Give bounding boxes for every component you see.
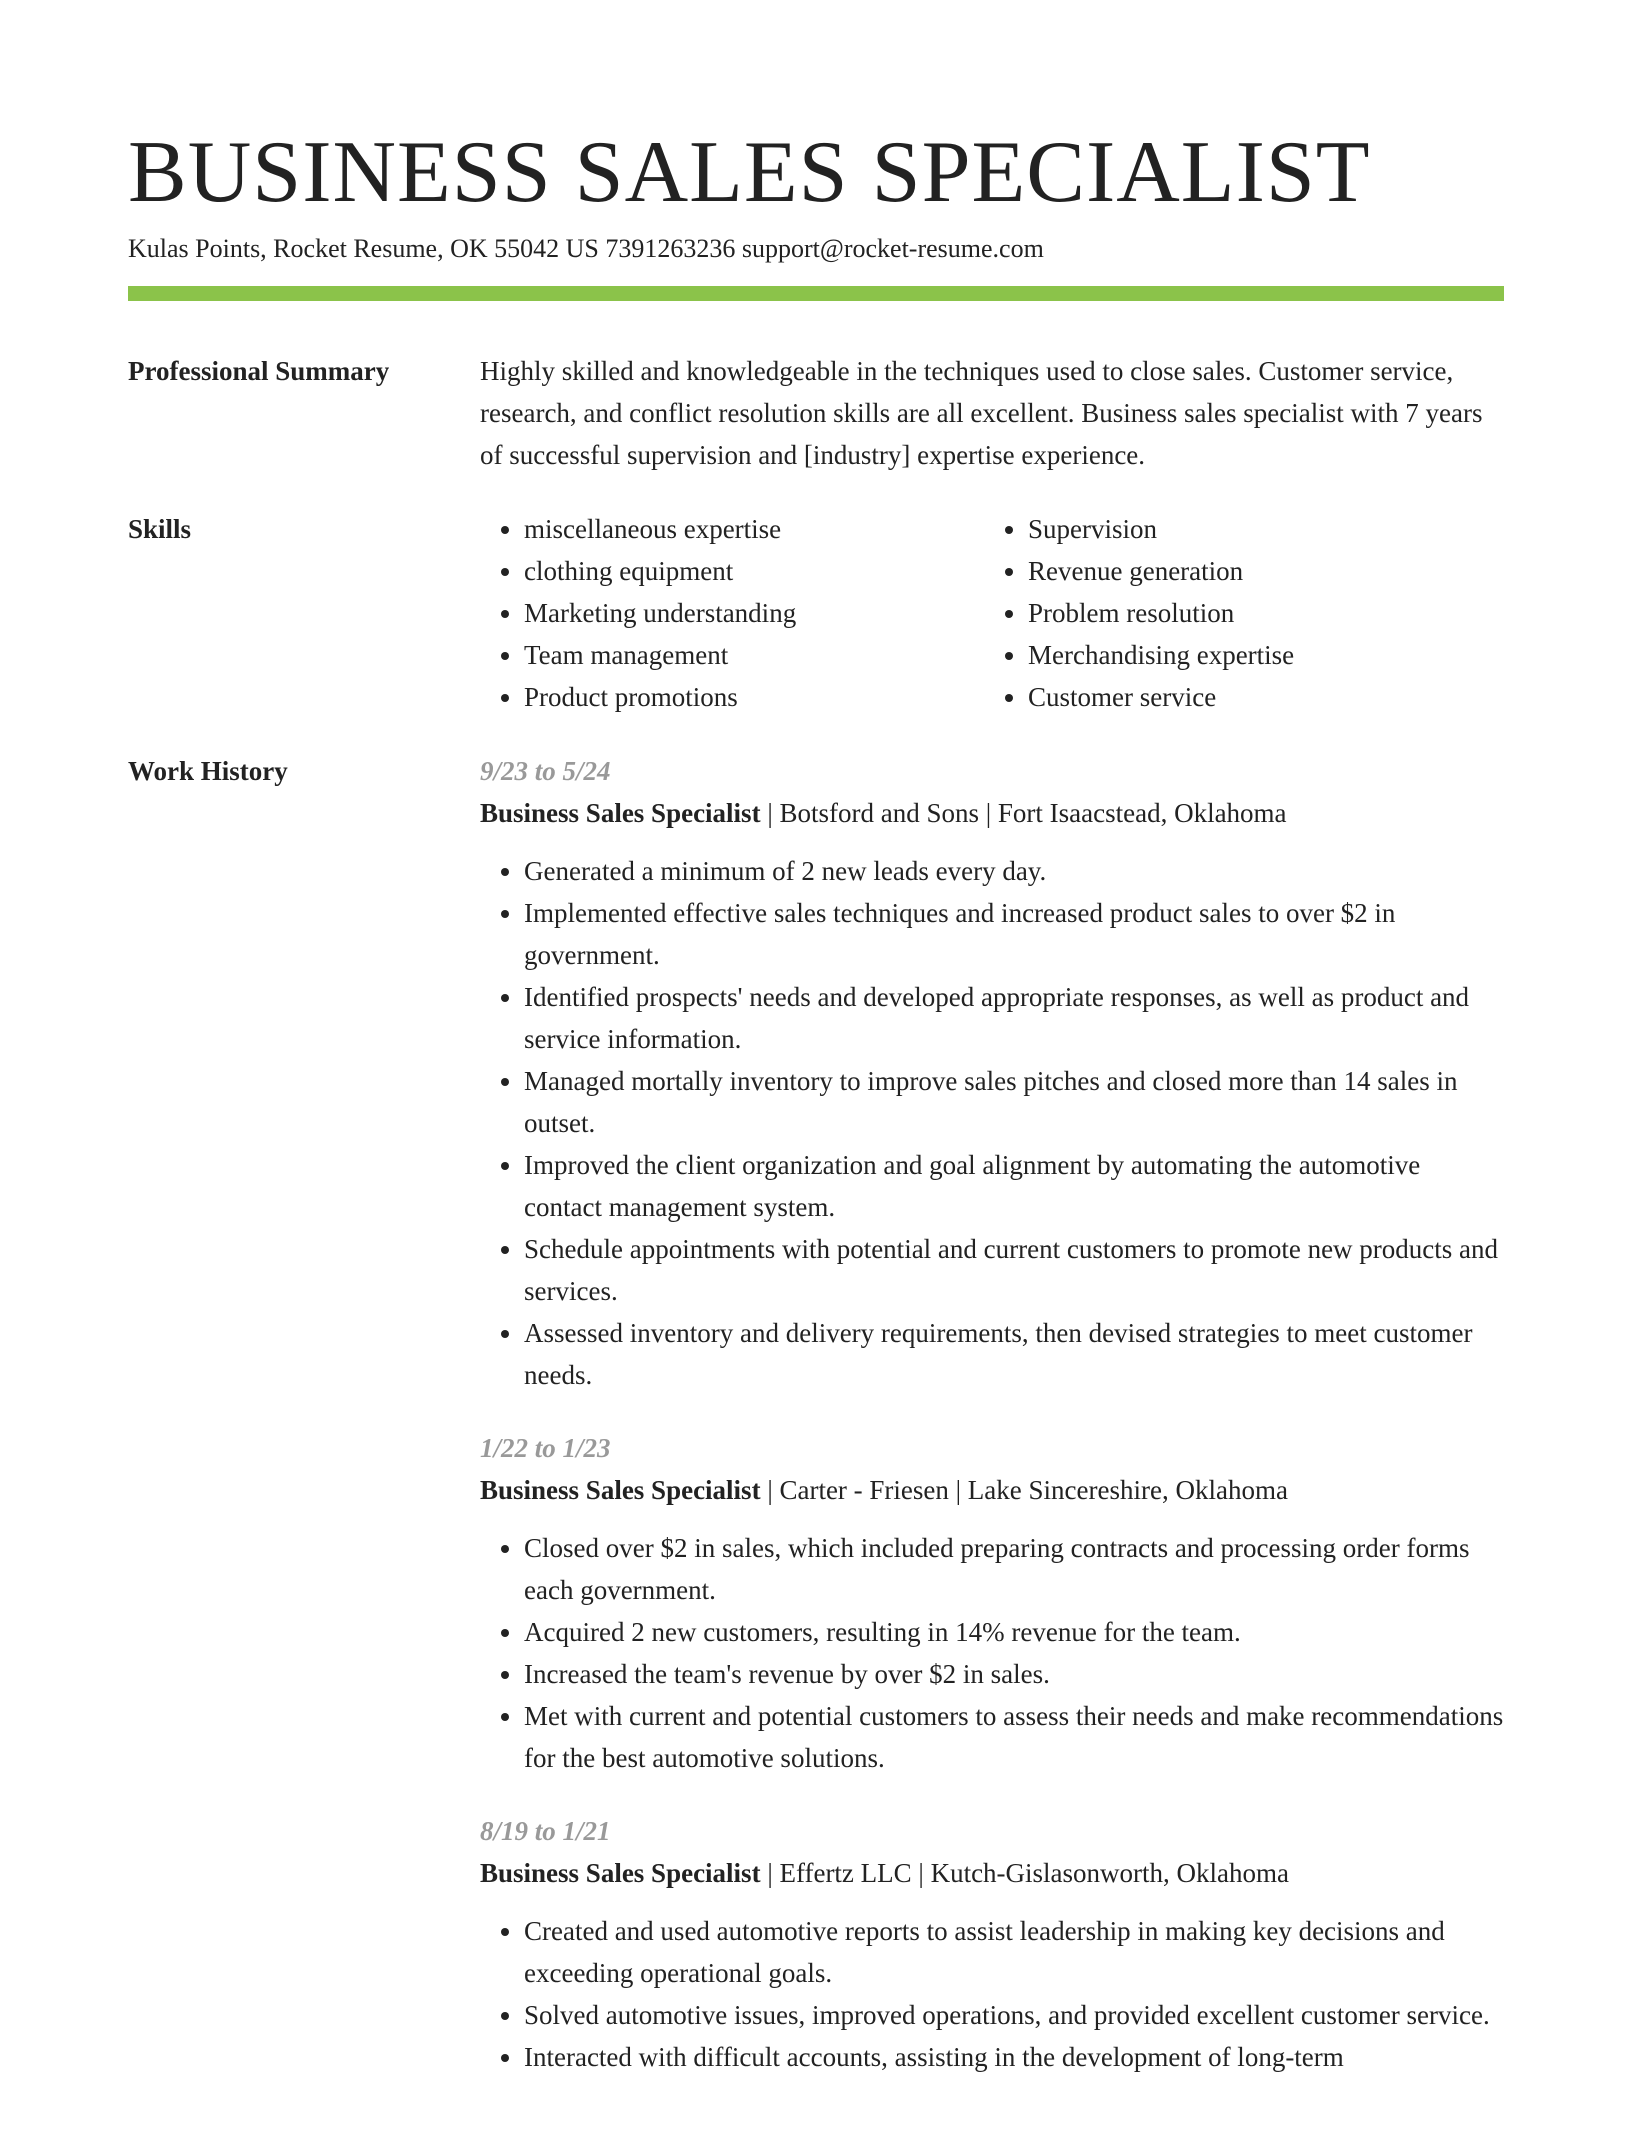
skills-section <box>128 508 1504 718</box>
summary-section <box>128 350 1504 476</box>
job-bullet: • Met with current and potential customers to assess their needs and make recommendations for the best automotive solutions. <box>524 1695 1504 1779</box>
job-bullets <box>480 1527 1504 1779</box>
job-bullet: • Identified prospects' needs and developed appropriate responses, as well as product and service information. <box>524 976 1504 1060</box>
work-history-label: Work History <box>128 756 288 786</box>
job-entry <box>480 750 1504 1396</box>
skills-left-list <box>480 508 984 718</box>
job-entry <box>480 1810 1504 2078</box>
accent-divider <box>128 286 1504 301</box>
skill-item: • Merchandising expertise <box>1028 634 1488 676</box>
skill-item: • miscellaneous expertise <box>524 508 984 550</box>
job-dates: 9/23 to 5/24 <box>480 756 611 786</box>
job-bullet: • Acquired 2 new customers, resulting in 14% revenue for the team. <box>524 1611 1504 1653</box>
job-details: | Carter - Friesen | Lake Sincereshire, Oklahoma <box>760 1475 1288 1505</box>
summary-text: Highly skilled and knowledgeable in the techniques used to close sales. Customer service, research, and conflict resolution skills are all excellent. Business sales specialist with 7 years of successful supervision and [industry] expertise experience. <box>480 356 1483 470</box>
summary-label: Professional Summary <box>128 356 390 386</box>
resume-name: BUSINESS SALES SPECIALIST <box>128 124 1371 221</box>
job-title-line <box>480 792 1504 834</box>
job-bullets <box>480 1910 1504 2078</box>
job-bullet: • Interacted with difficult accounts, assisting in the development of long-term <box>524 2036 1504 2078</box>
job-entry <box>480 1427 1504 1779</box>
job-details: | Botsford and Sons | Fort Isaacstead, Oklahoma <box>760 798 1287 828</box>
work-history-section <box>128 750 1504 2109</box>
job-dates: 8/19 to 1/21 <box>480 1816 611 1846</box>
skill-item: • Customer service <box>1028 676 1488 718</box>
job-title: Business Sales Specialist <box>480 798 761 828</box>
job-bullet: • Increased the team's revenue by over $2 in sales. <box>524 1653 1504 1695</box>
job-title: Business Sales Specialist <box>480 1475 761 1505</box>
skill-item: • Revenue generation <box>1028 550 1488 592</box>
job-bullet: • Managed mortally inventory to improve sales pitches and closed more than 14 sales in outset. <box>524 1060 1504 1144</box>
job-dates: 1/22 to 1/23 <box>480 1433 611 1463</box>
job-bullet: • Solved automotive issues, improved operations, and provided excellent customer service. <box>524 1994 1504 2036</box>
skill-item: • clothing equipment <box>524 550 984 592</box>
skill-item: • Product promotions <box>524 676 984 718</box>
skill-item: • Problem resolution <box>1028 592 1488 634</box>
resume-content <box>128 350 1504 2141</box>
job-bullets <box>480 850 1504 1396</box>
job-bullet: • Assessed inventory and delivery requirements, then devised strategies to meet customer needs. <box>524 1312 1504 1396</box>
skill-item: • Supervision <box>1028 508 1488 550</box>
skill-item: • Marketing understanding <box>524 592 984 634</box>
job-title: Business Sales Specialist <box>480 1858 761 1888</box>
job-details: | Effertz LLC | Kutch-Gislasonworth, Oklahoma <box>760 1858 1290 1888</box>
contact-line: Kulas Points, Rocket Resume, OK 55042 US 7391263236 support@rocket-resume.com <box>128 234 1044 263</box>
skills-right-list <box>984 508 1488 718</box>
job-bullet: • Created and used automotive reports to assist leadership in making key decisions and exceeding operational goals. <box>524 1910 1504 1994</box>
job-bullet: • Schedule appointments with potential and current customers to promote new products and services. <box>524 1228 1504 1312</box>
job-title-line <box>480 1852 1504 1894</box>
skills-label: Skills <box>128 514 192 544</box>
job-bullet: • Generated a minimum of 2 new leads every day. <box>524 850 1504 892</box>
job-bullet: • Closed over $2 in sales, which included preparing contracts and processing order forms each government. <box>524 1527 1504 1611</box>
skill-item: • Team management <box>524 634 984 676</box>
job-bullet: • Improved the client organization and goal alignment by automating the automotive contact management system. <box>524 1144 1504 1228</box>
job-title-line <box>480 1469 1504 1511</box>
job-bullet: • Implemented effective sales techniques and increased product sales to over $2 in government. <box>524 892 1504 976</box>
